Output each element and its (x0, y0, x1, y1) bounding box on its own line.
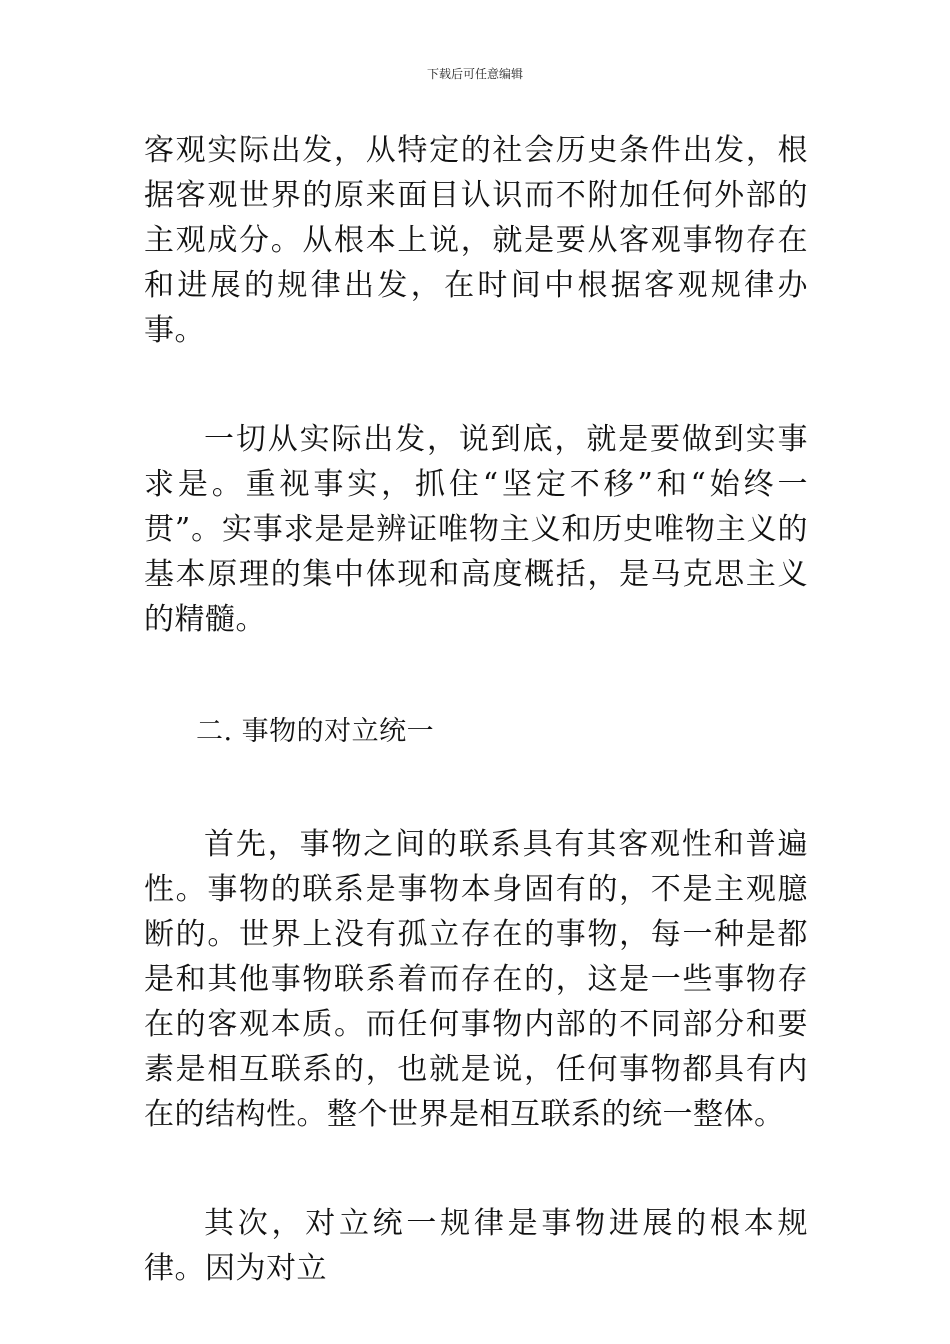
paragraph-continuation: 客观实际出发，从特定的社会历史条件出发，根据客观世界的原来面目认识而不附加任何外部的主观成分。从根本上说，就是要从客观事物存在和进展的规律出发，在时间中根据客观规律办事。 (144, 133, 808, 348)
paragraph-spacer (144, 353, 808, 417)
paragraph-seek-truth: 一切从实际出发，说到底，就是要做到实事求是。重视事实，抓住“坚定不移”和“始终一贯”。实事求是是辨证唯物主义和历史唯物主义的基本原理的集中体现和高度概括，是马克思主义的精髓。 (144, 422, 808, 637)
paragraph-spacer (144, 1137, 808, 1201)
paragraph-universal-connection: 首先，事物之间的联系具有其客观性和普遍性。事物的联系是事物本身固有的，不是主观臆断的。世界上没有孤立存在的事物，每一种是都是和其他事物联系着而存在的，这是一些事物存在的客观本质。而任何事物内部的不同部分和要素是相互联系的，也就是说，任何事物都具有内在的结构性。整个世界是相互联系的统一整体。 (144, 827, 808, 1132)
paragraph-spacer (144, 754, 808, 822)
paragraph-unity-of-opposites: 其次，对立统一规律是事物进展的根本规律。因为对立 (144, 1206, 808, 1286)
document-body (144, 128, 808, 1291)
page-header-note: 下载后可任意编辑 (426, 67, 523, 81)
section-heading: 二. 事物的对立统一 (196, 716, 435, 747)
paragraph-spacer (144, 642, 808, 709)
